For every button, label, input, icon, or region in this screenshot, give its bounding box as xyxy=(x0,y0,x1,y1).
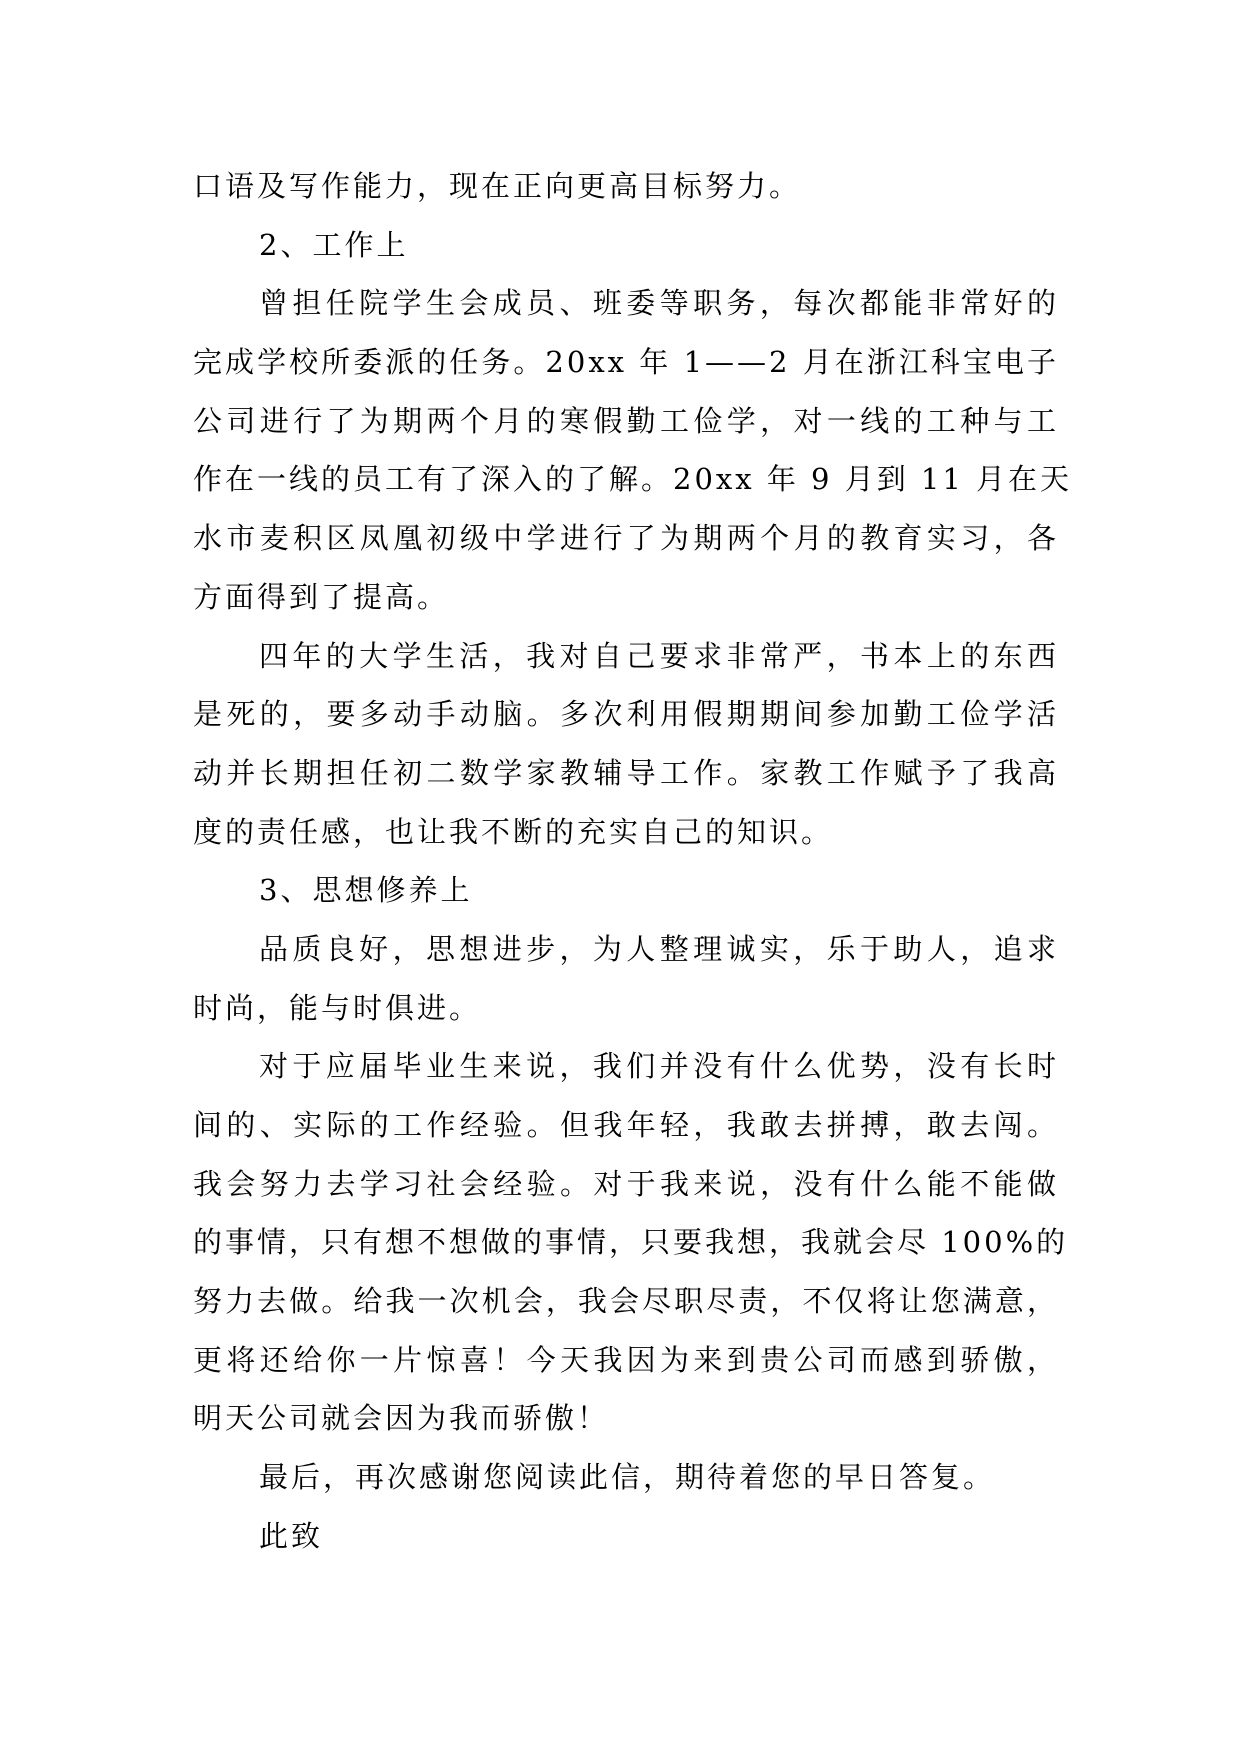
text-line: 完成学校所委派的任务。20xx 年 1——2 月在浙江科宝电子 xyxy=(193,345,1059,380)
text-line: 度的责任感，也让我不断的充实自己的知识。 xyxy=(193,814,834,849)
text-line: 方面得到了提高。 xyxy=(193,579,450,614)
section-heading-text: 3、思想修养上 xyxy=(259,873,473,908)
text-line: 水市麦积区凤凰初级中学进行了为期两个月的教育实习，各 xyxy=(193,521,1059,556)
text-line: 曾担任院学生会成员、班委等职务，每次都能非常好的 xyxy=(259,286,1059,321)
text-line: 明天公司就会因为我而骄傲！ xyxy=(193,1401,610,1436)
text-line: 的事情，只有想不想做的事情，只要我想，我就会尽 100%的 xyxy=(193,1225,1069,1260)
text-line: 四年的大学生活，我对自己要求非常严，书本上的东西 xyxy=(259,638,1059,673)
salutation-text: 此致 xyxy=(259,1518,324,1553)
paragraph-work-experience xyxy=(193,274,1073,626)
text-line: 间的、实际的工作经验。但我年轻，我敢去拼搏，敢去闯。 xyxy=(193,1108,1059,1142)
text-line: 作在一线的员工有了深入的了解。20xx 年 9 月到 11 月在天 xyxy=(193,462,1073,497)
text-line: 我会努力去学习社会经验。对于我来说，没有什么能不能做 xyxy=(193,1166,1059,1201)
text-line: 时尚，能与时俱进。 xyxy=(193,990,482,1025)
text-line: 最后，再次感谢您阅读此信，期待着您的早日答复。 xyxy=(259,1460,996,1495)
paragraph-graduate-statement xyxy=(193,1037,1069,1448)
text-line: 对于应届毕业生来说，我们并没有什么优势，没有长时 xyxy=(259,1049,1059,1084)
text-line: 更将还给你一片惊喜！今天我因为来到贵公司而感到骄傲， xyxy=(193,1342,1059,1377)
paragraph-character xyxy=(193,920,1059,1037)
paragraph-university-life xyxy=(193,627,1059,862)
section-heading-work xyxy=(193,216,1059,275)
text-line: 动并长期担任初二数学家教辅导工作。家教工作赋予了我高 xyxy=(193,755,1059,790)
closing-paragraph xyxy=(193,1448,1059,1507)
section-heading-character xyxy=(193,861,1059,920)
text-line: 品质良好，思想进步，为人整理诚实，乐于助人，追求 xyxy=(259,931,1059,966)
text-line: 是死的，要多动手动脑。多次利用假期期间参加勤工俭学活 xyxy=(193,697,1059,732)
text-line: 努力去做。给我一次机会，我会尽职尽责，不仅将让您满意， xyxy=(193,1284,1059,1319)
paragraph-continuation xyxy=(193,157,1059,216)
section-heading-text: 2、工作上 xyxy=(259,227,409,262)
document-page xyxy=(193,157,1073,1566)
text-line: 口语及写作能力，现在正向更高目标努力。 xyxy=(193,169,802,203)
closing-salutation xyxy=(193,1507,1059,1566)
text-line: 公司进行了为期两个月的寒假勤工俭学，对一线的工种与工 xyxy=(193,403,1059,438)
